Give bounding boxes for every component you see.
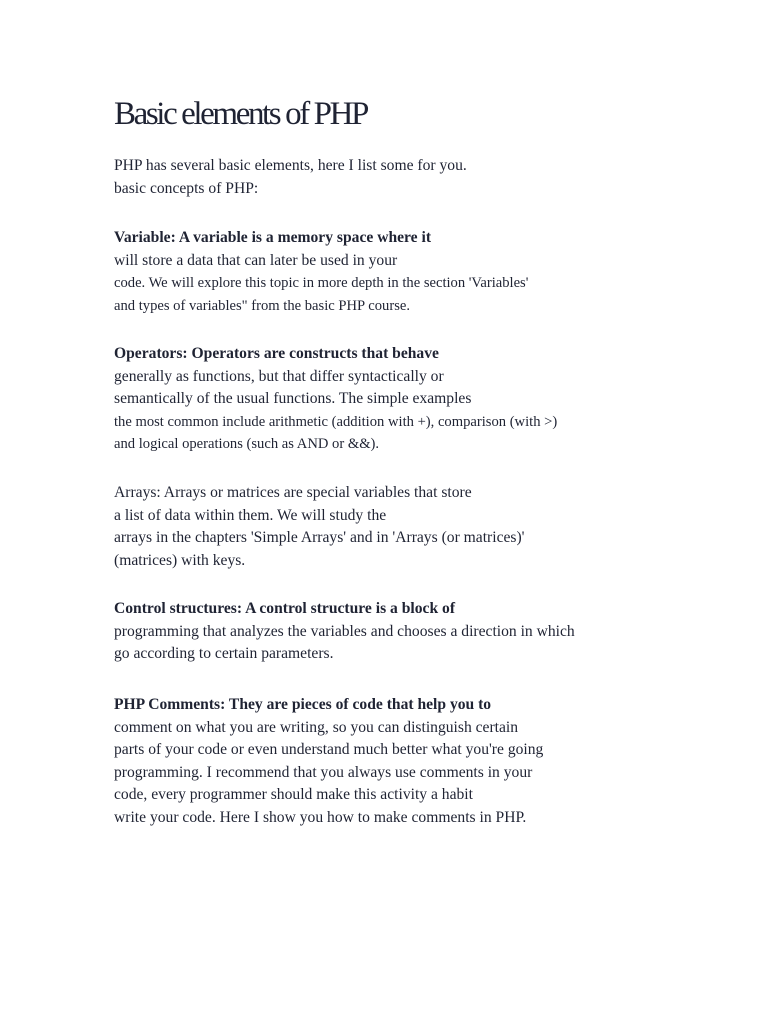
paragraph-line: semantically of the usual functions. The simple examples — [114, 390, 472, 408]
paragraph-control-structures — [114, 598, 734, 666]
paragraph-line: programming that analyzes the variables and chooses a direction in which — [114, 622, 575, 640]
paragraph-line: a list of data within them. We will study the — [114, 506, 387, 524]
paragraph-line: parts of your code or even understand much better what you're going — [114, 741, 544, 759]
paragraph-line: basic concepts of PHP: — [114, 179, 259, 197]
paragraph-line: Arrays: Arrays or matrices are special variables that store — [114, 484, 472, 501]
paragraph-comments — [114, 694, 734, 830]
paragraph-line: Operators: Operators are constructs that behave — [114, 345, 439, 362]
paragraph-line: code, every programmer should make this activity a habit — [114, 786, 473, 804]
paragraph-line: go according to certain parameters. — [114, 645, 334, 663]
paragraph-intro — [114, 155, 734, 200]
paragraph-line: programming. I recommend that you always use comments in your — [114, 763, 533, 781]
paragraph-line: Variable: A variable is a memory space where it — [114, 229, 432, 246]
paragraph-line: and types of variables" from the basic PHP course. — [114, 297, 411, 314]
paragraph-operators — [114, 343, 734, 456]
paragraph-line: the most common include arithmetic (addition with +), comparison (with >) — [114, 413, 558, 430]
paragraph-line: PHP Comments: They are pieces of code that help you to — [114, 696, 492, 713]
paragraph-line: write your code. Here I show you how to make comments in PHP. — [114, 808, 527, 826]
paragraph-arrays — [114, 482, 734, 572]
paragraph-line: and logical operations (such as AND or &&). — [114, 436, 380, 453]
paragraph-line: Control structures: A control structure is a block of — [114, 600, 456, 617]
paragraph-line: code. We will explore this topic in more depth in the section 'Variables' — [114, 275, 529, 292]
paragraph-line: will store a data that can later be used in your — [114, 251, 398, 269]
paragraph-line: comment on what you are writing, so you can distinguish certain — [114, 718, 519, 736]
paragraph-line: generally as functions, but that differ syntactically or — [114, 367, 444, 385]
page-title: Basic elements of PHP — [114, 96, 367, 132]
paragraph-variable — [114, 227, 734, 317]
paragraph-line: PHP has several basic elements, here I list some for you. — [114, 157, 467, 174]
paragraph-line: (matrices) with keys. — [114, 551, 246, 569]
paragraph-line: arrays in the chapters 'Simple Arrays' and in 'Arrays (or matrices)' — [114, 529, 525, 547]
